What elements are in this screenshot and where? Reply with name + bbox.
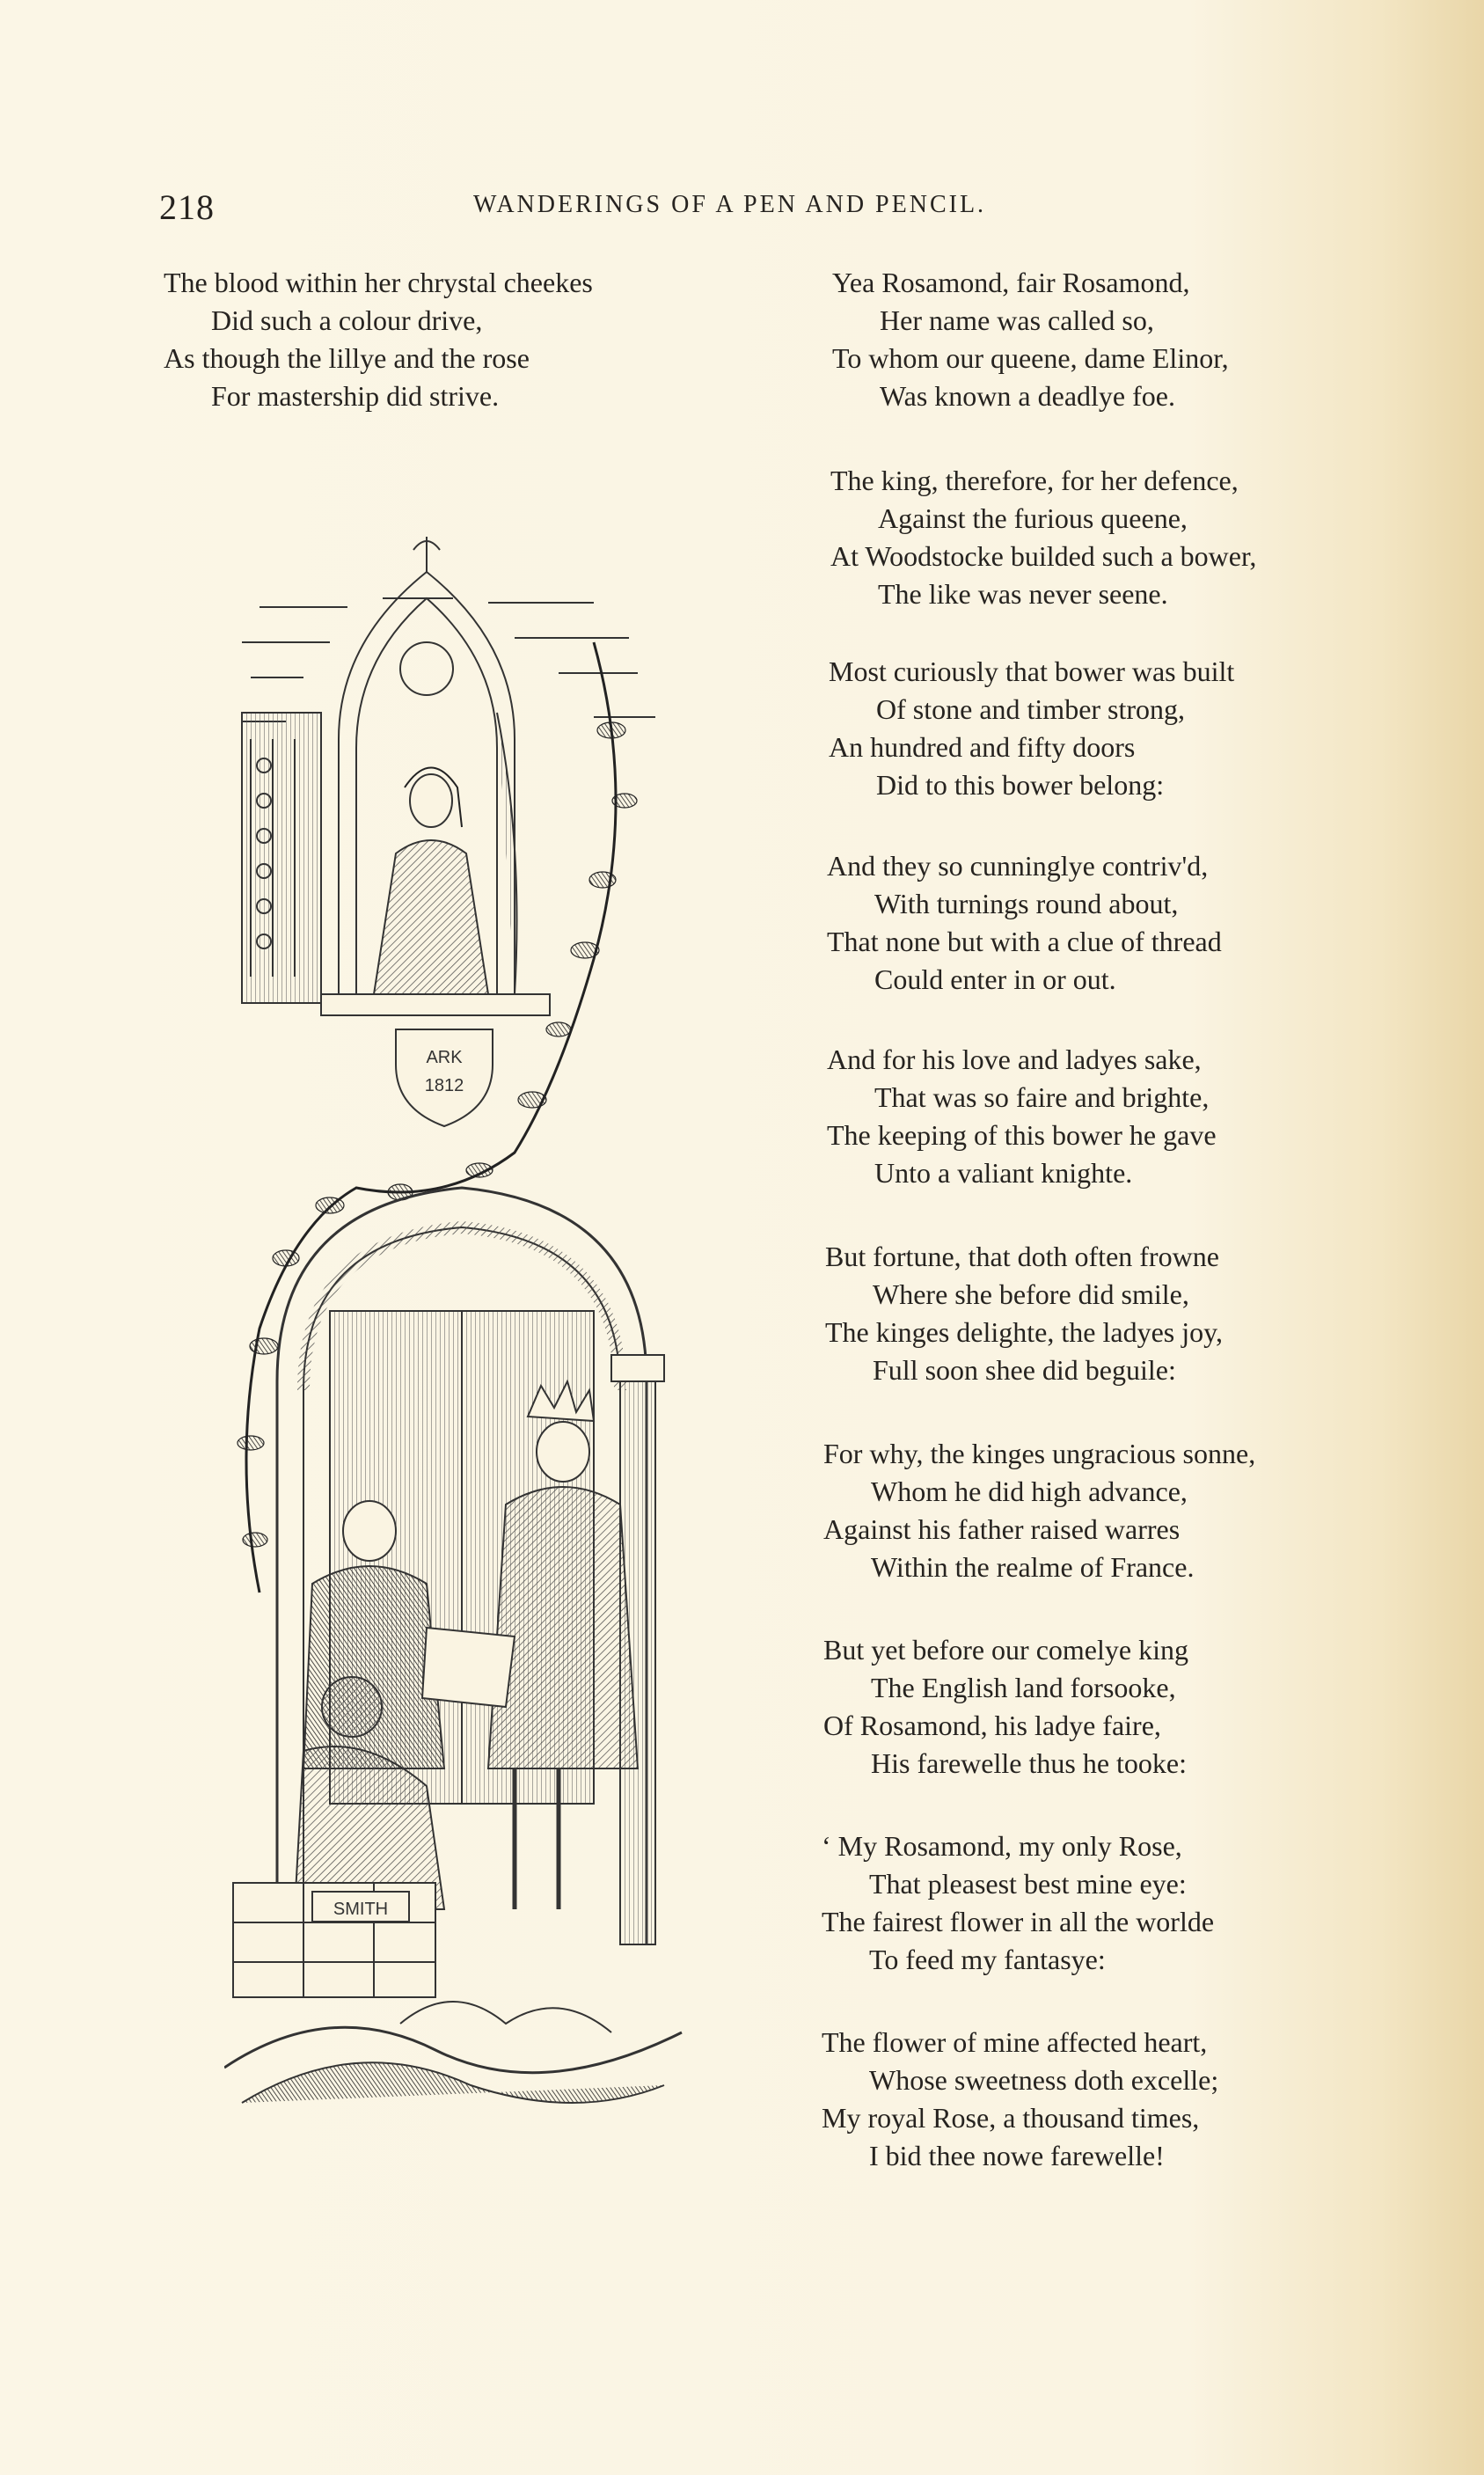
right-stanza-1 xyxy=(832,264,1229,415)
verse-line: But fortune, that doth often frowne xyxy=(825,1241,1219,1272)
verse-line: At Woodstocke builded such a bower, xyxy=(830,540,1257,572)
verse-line: For mastership did strive. xyxy=(211,380,500,412)
verse-line: To feed my fantasye: xyxy=(869,1944,1106,1975)
verse-line: My royal Rose, a thousand times, xyxy=(822,2102,1200,2134)
verse-line: That none but with a clue of thread xyxy=(827,926,1222,957)
verse-line: The like was never seene. xyxy=(878,578,1168,610)
verse-line: ‘ My Rosamond, my only Rose, xyxy=(822,1830,1182,1862)
engraving-artwork xyxy=(224,537,699,2120)
verse-line: Against his father raised warres xyxy=(823,1513,1181,1545)
right-stanza-5 xyxy=(827,1041,1217,1192)
verse-line: Within the realme of France. xyxy=(871,1551,1195,1583)
verse-line: The blood within her chrystal cheekes xyxy=(164,267,593,298)
verse-line: Most curiously that bower was built xyxy=(829,655,1235,687)
verse-line: Full soon shee did beguile: xyxy=(873,1354,1176,1386)
verse-line: And they so cunninglye contriv'd, xyxy=(827,850,1209,882)
verse-line: Of stone and timber strong, xyxy=(876,693,1186,725)
verse-line: The keeping of this bower he gave xyxy=(827,1119,1217,1151)
right-stanza-6 xyxy=(825,1238,1223,1389)
smith-sign: SMITH xyxy=(333,1900,389,1919)
right-stanza-4 xyxy=(827,847,1222,999)
verse-line: With turnings round about, xyxy=(874,888,1179,919)
verse-line: Was known a deadlye foe. xyxy=(880,380,1175,412)
engraving-illustration xyxy=(224,537,699,2120)
right-stanza-10 xyxy=(822,2024,1218,2175)
verse-line: Whose sweetness doth excelle; xyxy=(869,2064,1219,2096)
verse-line: His farewelle thus he tooke: xyxy=(871,1747,1187,1779)
page-number: 218 xyxy=(159,187,215,227)
verse-line: To whom our queene, dame Elinor, xyxy=(832,342,1229,374)
verse-line: For why, the kinges ungracious sonne, xyxy=(823,1438,1256,1469)
verse-line: That pleasest best mine eye: xyxy=(869,1868,1187,1900)
verse-line: The king, therefore, for her defence, xyxy=(830,465,1239,496)
right-stanza-7 xyxy=(823,1435,1255,1586)
verse-line: And for his love and ladyes sake, xyxy=(827,1043,1202,1075)
verse-line: But yet before our comelye king xyxy=(823,1634,1188,1666)
verse-line: Yea Rosamond, fair Rosamond, xyxy=(832,267,1190,298)
verse-line: Did to this bower belong: xyxy=(876,769,1165,801)
verse-line: As though the lillye and the rose xyxy=(164,342,530,374)
verse-line: The kinges delighte, the ladyes joy, xyxy=(825,1316,1224,1348)
right-stanza-2 xyxy=(830,462,1256,613)
shield-inscription-bottom: 1812 xyxy=(424,1076,464,1095)
verse-line: Against the furious queene, xyxy=(878,502,1188,534)
shield-inscription-top: ARK xyxy=(426,1048,463,1067)
verse-line: Of Rosamond, his ladye faire, xyxy=(823,1710,1161,1741)
left-stanza xyxy=(164,264,593,415)
verse-line: The English land forsooke, xyxy=(871,1672,1176,1703)
right-stanza-3 xyxy=(829,653,1234,804)
verse-line: The flower of mine affected heart, xyxy=(822,2026,1208,2058)
verse-line: Where she before did smile, xyxy=(873,1278,1189,1310)
verse-line: Did such a colour drive, xyxy=(211,304,483,336)
verse-line: Could enter in or out. xyxy=(874,963,1116,995)
verse-line: An hundred and fifty doors xyxy=(829,731,1136,763)
verse-line: Whom he did high advance, xyxy=(871,1475,1188,1507)
running-head: WANDERINGS OF A PEN AND PENCIL. xyxy=(473,191,987,218)
verse-line: That was so faire and brighte, xyxy=(874,1081,1210,1113)
right-stanza-8 xyxy=(823,1631,1188,1783)
verse-line: The fairest flower in all the worlde xyxy=(822,1906,1215,1937)
verse-line: I bid thee nowe farewelle! xyxy=(869,2140,1165,2171)
verse-line: Her name was called so, xyxy=(880,304,1154,336)
right-stanza-9 xyxy=(822,1827,1214,1979)
verse-line: Unto a valiant knighte. xyxy=(874,1157,1133,1189)
